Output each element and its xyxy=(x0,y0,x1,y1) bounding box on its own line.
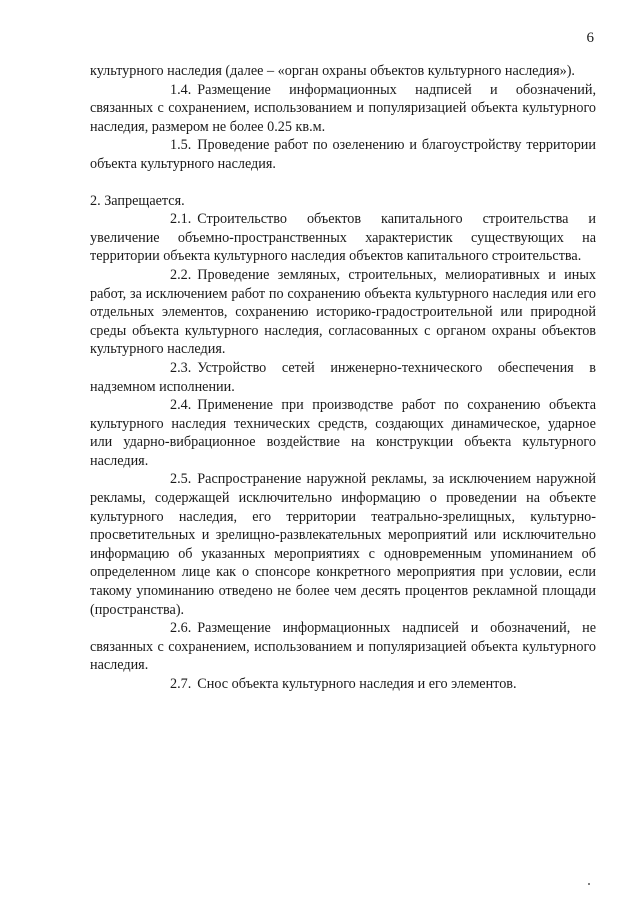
item-text: Применение при производстве работ по сохранению объекта культурного наследия технических средств, создающих динамическое, ударное или ударно-вибрационное воздействие на конструкции объекта культурного наследия. xyxy=(90,397,596,469)
item-2-4 xyxy=(90,396,596,470)
item-2-7 xyxy=(90,675,596,694)
intro-continuation: культурного наследия (далее – «орган охраны объектов культурного наследия»). xyxy=(90,63,575,79)
item-1-4 xyxy=(90,81,596,137)
item-2-1 xyxy=(90,210,596,266)
scan-speck xyxy=(588,883,590,885)
item-text: Проведение земляных, строительных, мелиоративных и иных работ, за исключением работ по сохранению объекта культурного наследия или его отдельных элементов, сохранению историко-градостроительной или природной среды объекта культурного наследия, согласованных с органом охраны объектов культурного наследия. xyxy=(90,266,596,358)
item-2-2 xyxy=(90,266,596,359)
item-1-5 xyxy=(90,136,596,173)
item-text: Распространение наружной рекламы, за исключением наружной рекламы, содержащей исключительно информацию о проведении на объекте культурного наследия, его территории театрально-зрелищных, культурно-просветительных и зрелищно-развлекательных мероприятий или исключительно информацию об указанных мероприятиях с одновременным упоминанием об определенном лице как о спонсоре конкретного мероприятия при условии, если такому упоминанию отведено не более чем десять процентов рекламной площади (пространства). xyxy=(90,471,596,618)
item-number: 2.1. xyxy=(170,211,192,228)
item-number: 1.4. xyxy=(170,81,192,98)
item-2-5 xyxy=(90,470,596,619)
item-number: 2.6. xyxy=(170,620,192,637)
item-text: Устройство сетей инженерно-технического обеспечения в надземном исполнении. xyxy=(90,359,596,395)
section-heading: 2. Запрещается. xyxy=(90,192,185,209)
item-number: 1.5. xyxy=(170,137,192,154)
item-number: 2.3. xyxy=(170,359,192,376)
item-text: Проведение работ по озеленению и благоустройству территории объекта культурного наследия. xyxy=(90,137,596,172)
item-text: Строительство объектов капитального строительства и увеличение объемно-пространственных характеристик существующих на территории объекта культурного наследия объектов капитального строительства. xyxy=(90,211,596,265)
item-text: Размещение информационных надписей и обозначений, не связанных с сохранением, использованием и популяризацией объекта культурного наследия. xyxy=(90,620,596,674)
item-2-3 xyxy=(90,359,596,396)
item-text: Снос объекта культурного наследия и его элементов. xyxy=(197,676,517,692)
item-2-6 xyxy=(90,619,596,675)
document-body xyxy=(90,62,596,694)
item-number: 2.5. xyxy=(170,471,192,488)
item-number: 2.2. xyxy=(170,266,192,283)
item-text: Размещение информационных надписей и обозначений, связанных с сохранением, использованием и популяризацией объекта культурного наследия, размером не более 0.25 кв.м. xyxy=(90,81,596,135)
page-number: 6 xyxy=(586,30,594,46)
item-number: 2.4. xyxy=(170,397,192,414)
item-number: 2.7. xyxy=(170,676,192,692)
